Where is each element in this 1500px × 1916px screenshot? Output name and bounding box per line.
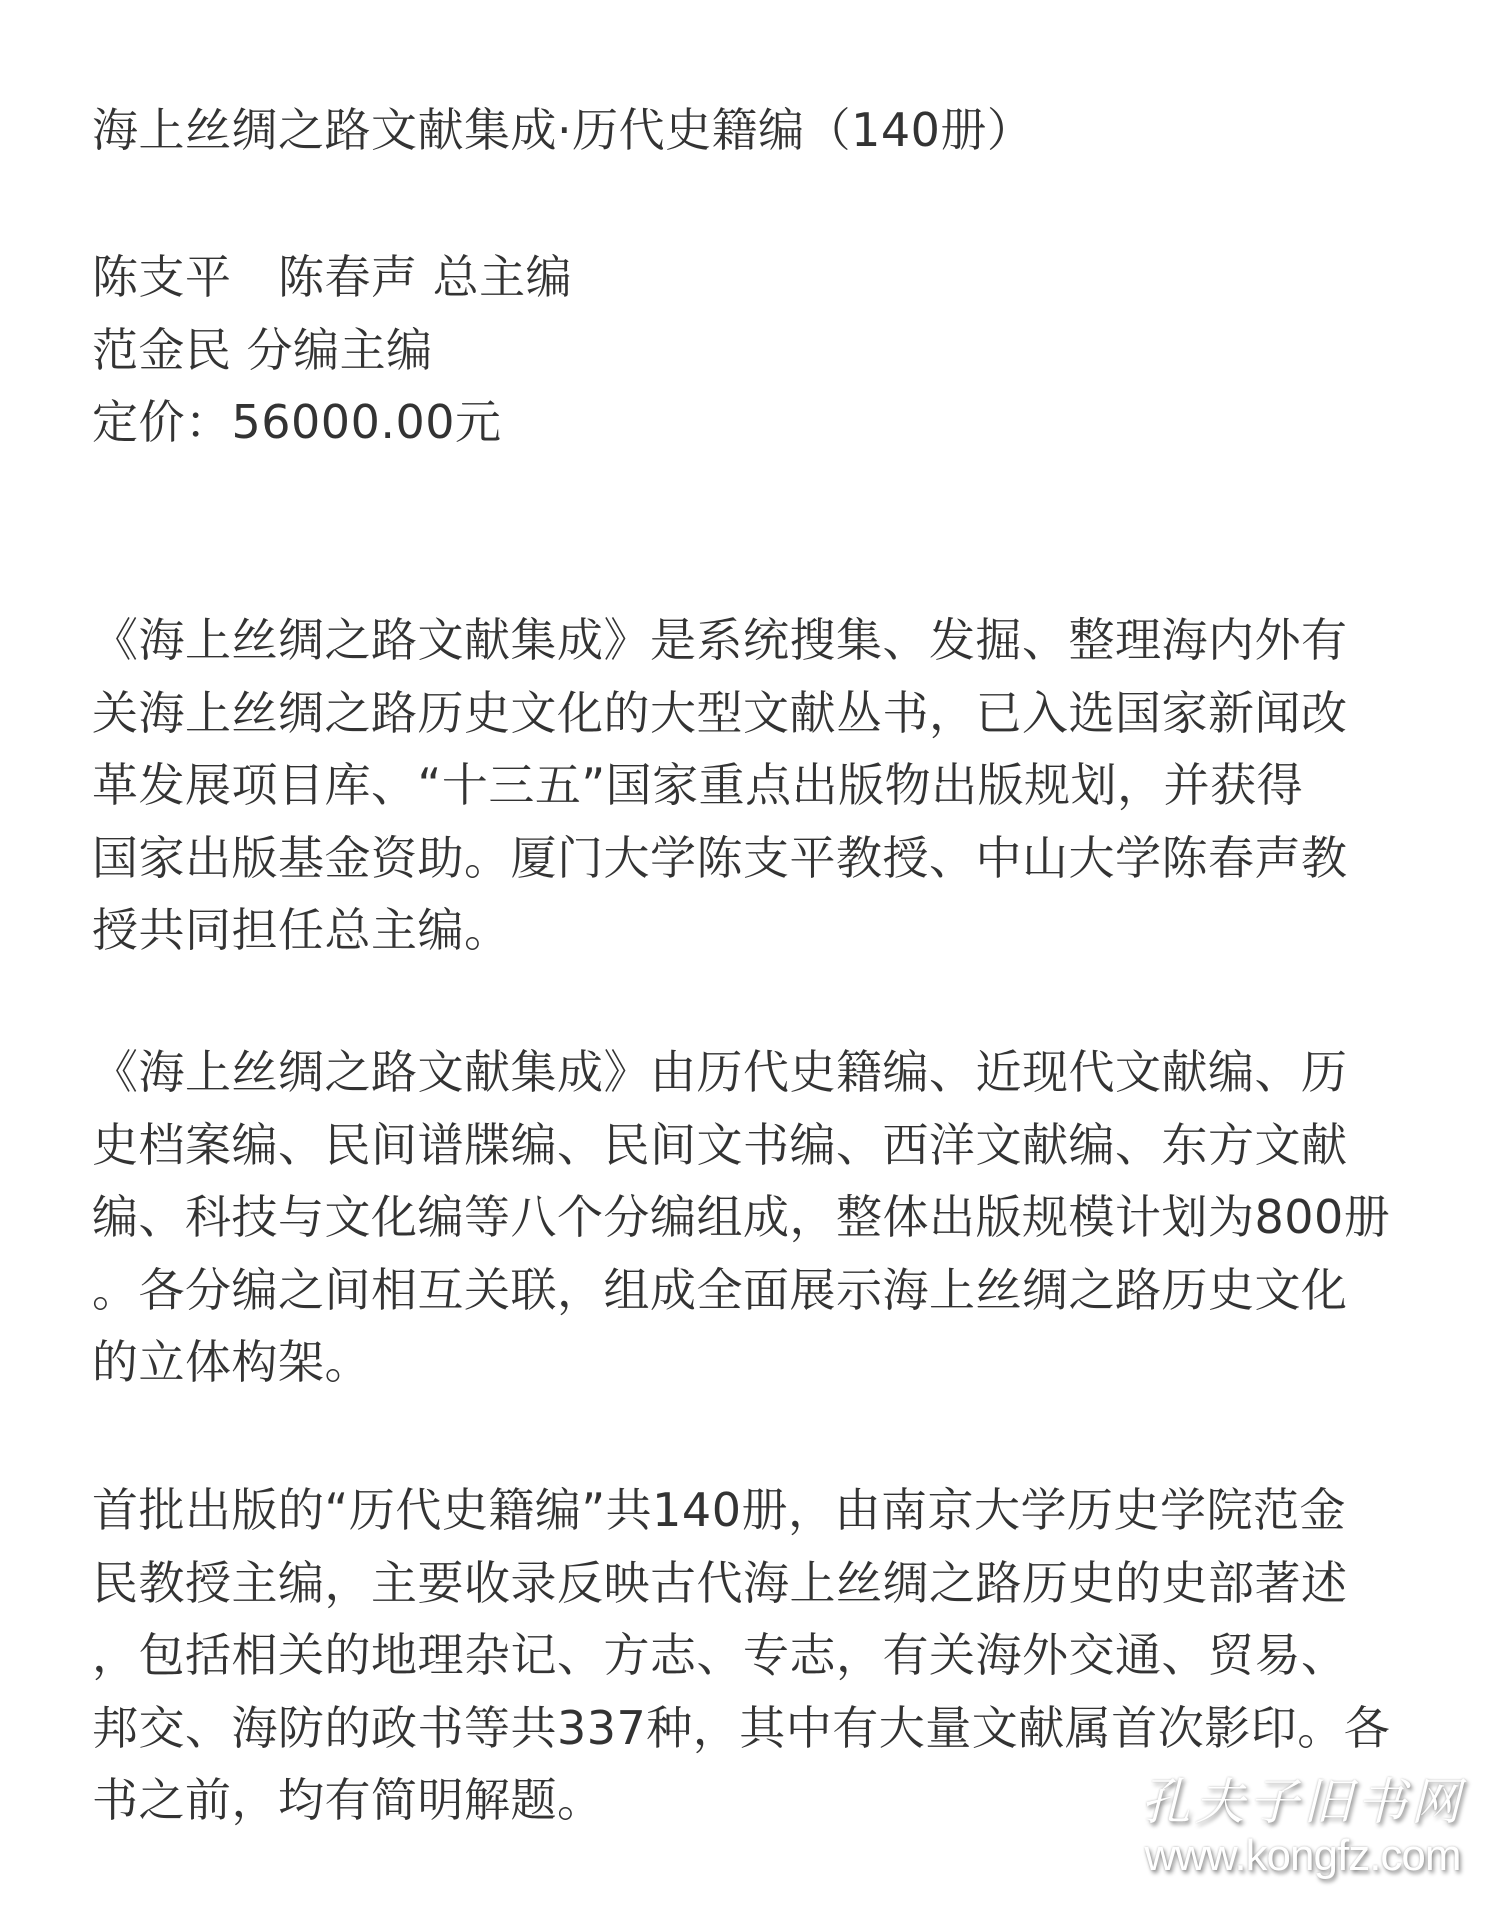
paragraph-structure bbox=[92, 1036, 1460, 1399]
volume-editor: 范金民 分编主编 bbox=[92, 322, 433, 377]
paragraph-line: ，包括相关的地理杂记、方志、专志，有关海外交通、贸易、 bbox=[92, 1628, 1348, 1682]
kongfz-watermark bbox=[1130, 1772, 1475, 1880]
paragraph-line: 首批出版的“历代史籍编”共140册，由南京大学历史学院范金 bbox=[92, 1483, 1346, 1537]
book-title: 海上丝绸之路文献集成·历代史籍编（140册） bbox=[92, 103, 1034, 157]
price: 定价：56000.00元 bbox=[92, 395, 502, 449]
book-title-block bbox=[92, 94, 1460, 167]
paragraph-line: 书之前，均有简明解题。 bbox=[92, 1773, 604, 1827]
watermark-url: www.kongfz.com bbox=[1144, 1831, 1461, 1880]
paragraph-line: 关海上丝绸之路历史文化的大型文献丛书，已入选国家新闻改 bbox=[92, 685, 1348, 740]
paragraph-line: 《海上丝绸之路文献集成》是系统搜集、发掘、整理海内外有 bbox=[92, 613, 1348, 667]
paragraph-line: 民教授主编，主要收录反映古代海上丝绸之路历史的史部著述 bbox=[92, 1555, 1348, 1610]
editors-block bbox=[92, 241, 1460, 459]
paragraph-line: 编、科技与文化编等八个分编组成，整体出版规模计划为800册 bbox=[92, 1190, 1391, 1244]
paragraph-line: 《海上丝绸之路文献集成》由历代史籍编、近现代文献编、历 bbox=[92, 1045, 1348, 1099]
paragraph-line: 国家出版基金资助。厦门大学陈支平教授、中山大学陈春声教 bbox=[92, 830, 1348, 885]
paragraph-line: 邦交、海防的政书等共337种，其中有大量文献属首次影印。各 bbox=[92, 1700, 1391, 1755]
watermark-name: 孔夫子旧书网 bbox=[1140, 1773, 1465, 1831]
paragraph-line: 授共同担任总主编。 bbox=[92, 903, 511, 957]
chief-editors: 陈支平 陈春声 总主编 bbox=[92, 250, 573, 304]
paragraph-introduction bbox=[92, 604, 1460, 967]
paragraph-line: 革发展项目库、“十三五”国家重点出版物出版规划，并获得 bbox=[92, 758, 1304, 812]
paragraph-line: 史档案编、民间谱牒编、民间文书编、西洋文献编、东方文献 bbox=[92, 1117, 1348, 1172]
paragraph-line: 的立体构架。 bbox=[92, 1335, 371, 1389]
paragraph-line: 。各分编之间相互关联，组成全面展示海上丝绸之路历史文化 bbox=[92, 1262, 1348, 1317]
